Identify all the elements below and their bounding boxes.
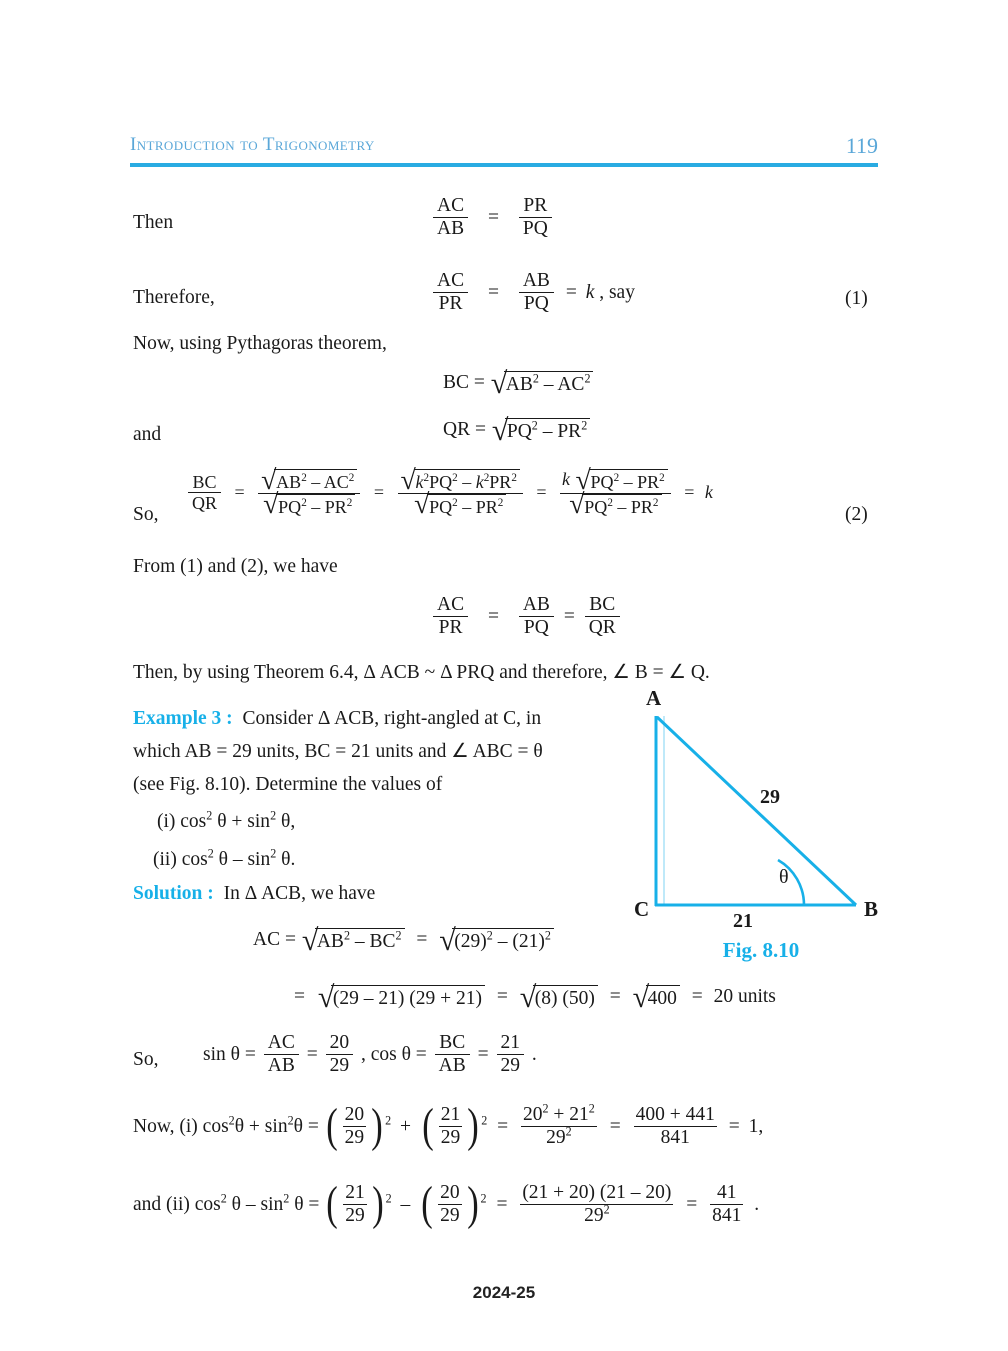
figure-triangle-acb: [634, 686, 886, 974]
hypotenuse-length-label: 29: [760, 786, 780, 808]
variable-k: k: [562, 469, 571, 490]
vertex-label-b: B: [864, 897, 879, 921]
example-line-1: Example 3 : Consider Δ ACB, right-angled at C, in: [133, 708, 542, 729]
equation-therefore: [430, 271, 635, 316]
equation-then: [430, 196, 555, 241]
ac-result: 20 units: [713, 985, 776, 1007]
equals-sign: =: [294, 985, 305, 1007]
radical-icon: √: [301, 922, 319, 957]
example-line-3: (see Fig. 8.10). Determine the values of: [133, 774, 443, 795]
sin-theta-label: sin θ =: [203, 1044, 256, 1066]
and-label: and: [133, 424, 162, 445]
equals-sign-3: =: [536, 482, 547, 503]
fraction-pr-pq: $\frac{PR}{PQ}$: [519, 195, 552, 240]
equals-sign-3: =: [728, 1116, 740, 1138]
period: .: [531, 1044, 537, 1066]
equation-so-chain: [185, 464, 713, 521]
equals-sign-2: =: [609, 1116, 621, 1138]
radical-icon: √: [491, 412, 509, 447]
side-ab: [657, 717, 856, 905]
fraction-ab-pq-2: $\frac{AB}{PQ}$: [519, 594, 554, 639]
example-line-2: which AB = 29 units, BC = 21 units and ∠ ABC = θ: [133, 741, 543, 762]
example-item-i: (i) $\cos^2 \theta + \sin^2 \theta$,: [157, 808, 296, 832]
from-line: From (1) and (2), we have: [133, 556, 338, 577]
equals-sign: =: [306, 1044, 318, 1066]
vertex-label-a: A: [646, 686, 662, 710]
radical-29-21: √ $(29)^2 - (21)^2$: [439, 928, 554, 953]
fraction-ac-ab-2: $\frac{AC}{AB}$: [264, 1032, 299, 1077]
fraction-21-29-sq-2: $\frac{21}{29}$: [345, 1182, 365, 1226]
equation-number-1: (1): [845, 288, 868, 309]
cos-theta-label: , cos θ =: [360, 1044, 427, 1066]
paren-group-3: ( $\frac{21}{29}$ ) $^2$: [326, 1177, 392, 1231]
equation-sin-cos: [203, 1033, 537, 1078]
so-label-2: So,: [133, 1049, 159, 1070]
equals-sign: =: [416, 928, 428, 950]
therefore-label: Therefore,: [133, 287, 215, 308]
equals-sign: =: [487, 606, 499, 628]
radical-icon: √: [261, 464, 277, 496]
pythagoras-line: Now, using Pythagoras theorem,: [133, 333, 387, 354]
header-divider: [130, 163, 878, 167]
so-label: So,: [133, 504, 159, 525]
radical-icon: √: [490, 365, 508, 400]
equation-number-2: (2): [845, 504, 868, 525]
solution-label: Solution :: [133, 883, 214, 904]
equation-part-ii: and (ii) $\cos^2 \theta - \sin^2 \theta$ = ( $\frac{21}{29}$ ) $^2$ – ( $\frac{20}{29}$ ) $^2$ = $\frac{(21 + 20) (21 - 20)}{29^2}$ = $\frac{41}{841}$ .: [133, 1177, 760, 1231]
fraction-400-441-841: $\frac{400 + 441}{841}$: [635, 1104, 715, 1148]
minus-sign: –: [400, 1194, 411, 1216]
radical-ab2-minus-ac2: √ $AB^2 - AC^2$: [491, 371, 594, 396]
paren-group-1: ( $\frac{20}{29}$ ) $^2$: [325, 1099, 392, 1153]
fraction-ac-pr: $\frac{AC}{PR}$: [433, 270, 468, 315]
equals-sign-3: =: [609, 985, 621, 1007]
equation-qr: [443, 412, 591, 447]
qr-lhs: QR =: [443, 418, 486, 440]
fraction-20-29-sq: $\frac{20}{29}$: [344, 1104, 365, 1148]
equation-from: [430, 595, 623, 640]
fraction-bc-qr-2: $\frac{BC}{QR}$: [585, 594, 620, 639]
radical-icon: √: [439, 922, 456, 957]
equals-sign-2: =: [563, 606, 575, 628]
fraction-bc-ab: $\frac{BC}{AB}$: [435, 1032, 470, 1077]
fraction-factored: $\frac{(21 + 20) (21 - 20)}{29^2}$: [522, 1182, 672, 1226]
equation-part-i: Now, (i) $\cos^2\theta + \sin^2\theta$ = ( $\frac{20}{29}$ ) $^2$ + ( $\frac{21}{29}$ ) $^2$ = $\frac{20^2 + 21^2}{29^2}$ = $\frac{400 + 441}{841}$ = 1,: [133, 1099, 764, 1153]
radical-icon: √: [575, 464, 591, 496]
radical-icon: √: [519, 979, 537, 1014]
fraction-20-29: $\frac{20}{29}$: [326, 1032, 354, 1077]
fraction-21-29-sq: $\frac{21}{29}$: [440, 1104, 461, 1148]
equation-ac: [253, 922, 555, 957]
angle-label-theta: θ: [779, 866, 789, 888]
equals-sign-2: =: [565, 282, 577, 304]
fraction-radical-2: √ $k^2PQ^2 - k^2PR^2$ √ $PQ^2 - PR^2$: [398, 469, 523, 517]
equals-sign-4: =: [684, 482, 695, 503]
radical-factored: √ (29 – 21) (29 + 21): [318, 985, 485, 1010]
radical-ab2-minus-bc2: √ $AB^2 - BC^2$: [302, 928, 405, 953]
radical-pq2-minus-pr2: √ $PQ^2 - PR^2$: [492, 418, 590, 443]
fraction-bc-qr: $\frac{BC}{QR}$: [188, 472, 221, 514]
fraction-ac-ab: $\frac{AC}{AB}$: [433, 195, 468, 240]
equals-sign-2: =: [496, 985, 508, 1007]
radical-icon: √: [569, 489, 585, 521]
paren-group-2: ( $\frac{21}{29}$ ) $^2$: [422, 1099, 488, 1153]
result-k: k: [704, 482, 713, 503]
radical-8-50: √ (8) (50): [520, 985, 598, 1010]
bc-lhs: BC =: [443, 371, 485, 393]
equals-sign-2: =: [373, 482, 385, 503]
equals-sign: =: [487, 207, 499, 229]
equals-sign-2: =: [686, 1194, 698, 1216]
fraction-radical-3: k √ $PQ^2 - PR^2$ √ $PQ^2 - PR^2$: [560, 469, 671, 517]
paren-group-4: ( $\frac{20}{29}$ ) $^2$: [421, 1177, 487, 1231]
vertex-label-c: C: [634, 897, 650, 921]
equation-ac-continued: [294, 979, 776, 1014]
equals-sign-4: =: [691, 985, 703, 1007]
radical-icon: √: [263, 489, 279, 521]
variable-k: k: [585, 282, 595, 304]
radical-icon: √: [414, 489, 430, 521]
figure-caption: Fig. 8.10: [722, 938, 800, 962]
base-length-label: 21: [733, 910, 753, 932]
plus-sign: +: [399, 1116, 411, 1138]
fraction-squares: $\frac{20^2 + 21^2}{29^2}$: [523, 1101, 595, 1148]
ac-lhs: AC =: [253, 928, 296, 950]
example-label: Example 3 :: [133, 708, 233, 729]
radical-icon: √: [400, 464, 416, 496]
solution-line: Solution : In Δ ACB, we have: [133, 883, 376, 904]
equals-sign: =: [496, 1194, 508, 1216]
fraction-ac-pr-2: $\frac{AC}{PR}$: [433, 594, 468, 639]
say-text: , say: [599, 282, 635, 304]
fraction-41-841: $\frac{41}{841}$: [712, 1182, 742, 1226]
fraction-20-29-sq-2: $\frac{20}{29}$: [440, 1182, 460, 1226]
radical-icon: √: [632, 979, 650, 1014]
equation-bc: [443, 365, 594, 400]
radical-icon: √: [317, 979, 335, 1014]
page-footer: 2024-25: [472, 1283, 536, 1302]
fraction-21-29: $\frac{21}{29}$: [497, 1032, 525, 1077]
then-label: Then: [133, 212, 174, 233]
radical-400: √ 400: [633, 985, 680, 1010]
equals-sign: =: [234, 482, 245, 503]
theorem-line: Then, by using Theorem 6.4, Δ ACB ~ Δ PRQ and therefore, ∠ B = ∠ Q.: [133, 662, 710, 683]
page-number: 119: [845, 133, 878, 158]
result-part-i: 1,: [748, 1116, 764, 1138]
header-title: Introduction to Trigonometry: [130, 134, 375, 155]
triangle-svg: [636, 694, 886, 944]
fraction-radical-1: √ $AB^2 - AC^2$ √ $PQ^2 - PR^2$: [258, 469, 360, 517]
equals-sign-2: =: [477, 1044, 489, 1066]
equals-sign: =: [487, 282, 499, 304]
fraction-ab-pq: $\frac{AB}{PQ}$: [519, 270, 554, 315]
equals-sign: =: [497, 1116, 509, 1138]
period: .: [754, 1194, 760, 1216]
example-item-ii: (ii) $\cos^2 \theta - \sin^2 \theta$.: [153, 846, 296, 870]
